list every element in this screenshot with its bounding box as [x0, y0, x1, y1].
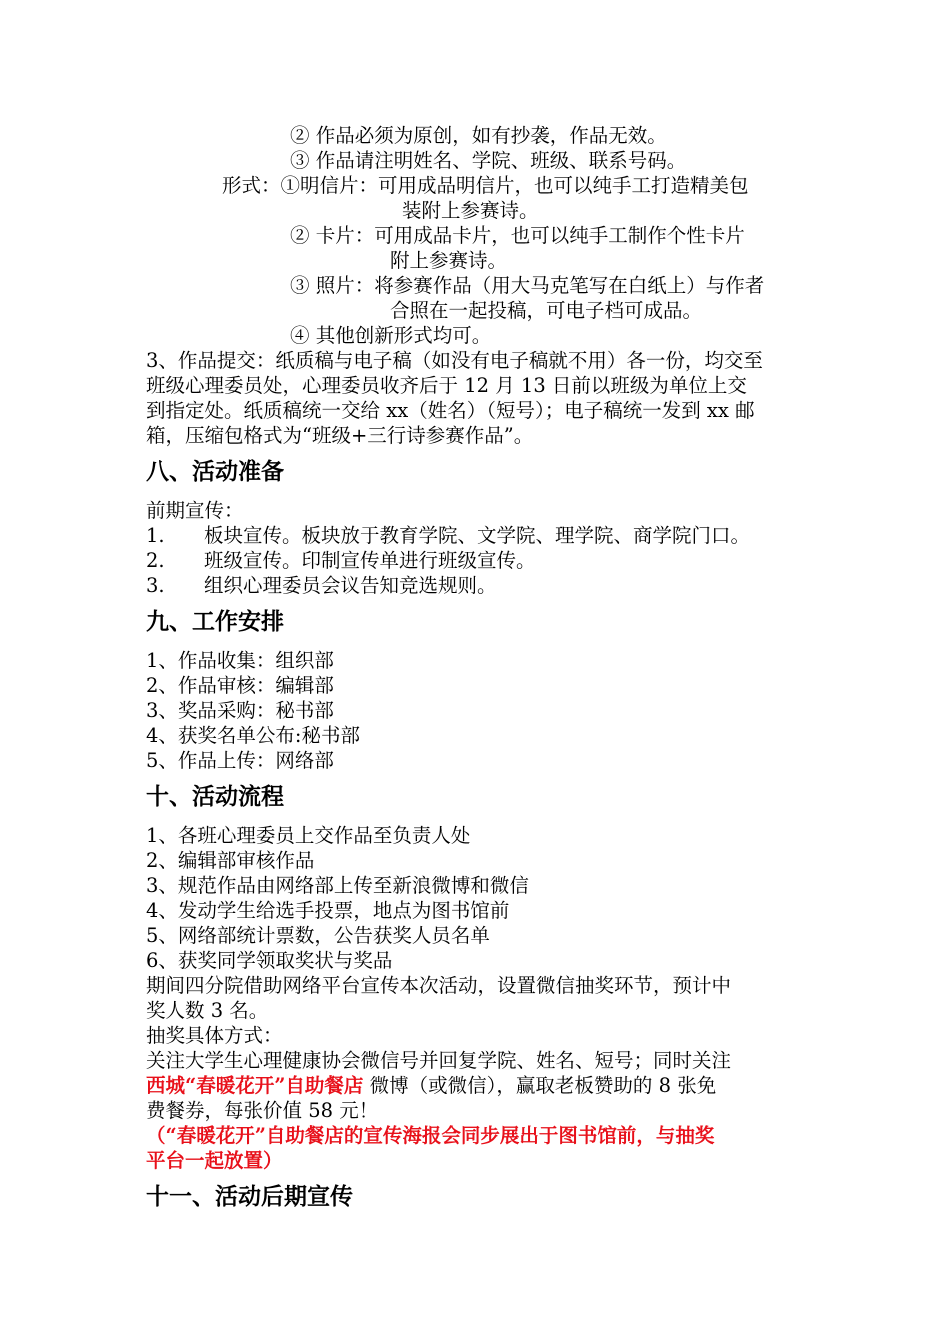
form-other: ④ 其他创新形式均可。 — [290, 324, 492, 347]
forms-label: 形式： — [222, 174, 281, 197]
form-card-cont: 附上参赛诗。 — [390, 249, 508, 272]
submit-line-3: 到指定处。纸质稿统一交给 xx（姓名）（短号）；电子稿统一发到 xx 邮 — [146, 399, 755, 422]
heading-post-promotion: 十一、活动后期宣传 — [146, 1184, 353, 1210]
submit-line-1: 3、作品提交：纸质稿与电子稿（如没有电子稿就不用）各一份，均交至 — [146, 349, 763, 372]
form-card: ② 卡片：可用成品卡片，也可以纯手工制作个性卡片 — [290, 224, 745, 247]
list-item: 5、网络部统计票数，公告获奖人员名单 — [146, 924, 490, 947]
lottery-method-label: 抽奖具体方式： — [146, 1024, 283, 1047]
lottery-para-2: 关注大学生心理健康协会微信号并回复学院、姓名、短号；同时关注 — [146, 1049, 732, 1072]
list-item: 5、作品上传：网络部 — [146, 749, 334, 772]
poster-note-cont: 平台一起放置） — [146, 1149, 283, 1172]
list-item: 6、获奖同学领取奖状与奖品 — [146, 949, 393, 972]
rule-label-info: ③ 作品请注明姓名、学院、班级、联系号码。 — [290, 149, 687, 172]
poster-note: （“春暖花开”自助餐店的宣传海报会同步展出于图书馆前，与抽奖 — [146, 1124, 715, 1147]
list-item: 3、规范作品由网络部上传至新浪微博和微信 — [146, 874, 529, 897]
heading-activity-flow: 十、活动流程 — [146, 784, 284, 810]
submit-line-4: 箱，压缩包格式为“班级+三行诗参赛作品”。 — [146, 424, 534, 447]
list-item: 2、编辑部审核作品 — [146, 849, 315, 872]
lottery-para-2-cont: 西城“春暖花开”自助餐店 微博（或微信），赢取老板赞助的 8 张免 — [146, 1074, 717, 1097]
rule-original: ② 作品必须为原创，如有抄袭，作品无效。 — [290, 124, 667, 147]
list-item: 3. 组织心理委员会议告知竞选规则。 — [146, 574, 497, 597]
form-postcard: 形式：①明信片：可用成品明信片，也可以纯手工打造精美包 — [222, 174, 749, 197]
list-item: 4、发动学生给选手投票，地点为图书馆前 — [146, 899, 510, 922]
prep-intro: 前期宣传： — [146, 499, 244, 522]
list-item: 1. 板块宣传。板块放于教育学院、文学院、理学院、商学院门口。 — [146, 524, 751, 547]
lottery-para-1: 期间四分院借助网络平台宣传本次活动，设置微信抽奖环节，预计中 — [146, 974, 732, 997]
form-photo-cont: 合照在一起投稿，可电子档可成品。 — [390, 299, 703, 322]
heading-preparation: 八、活动准备 — [146, 459, 284, 485]
list-item: 1、各班心理委员上交作品至负责人处 — [146, 824, 471, 847]
submit-line-2: 班级心理委员处，心理委员收齐后于 12 月 13 日前以班级为单位上交 — [146, 374, 747, 397]
sponsor-name: 西城“春暖花开”自助餐店 — [146, 1074, 364, 1097]
form-postcard-cont: 装附上参赛诗。 — [402, 199, 539, 222]
form-photo: ③ 照片：将参赛作品（用大马克笔写在白纸上）与作者 — [290, 274, 765, 297]
lottery-para-2-end: 费餐券，每张价值 58 元！ — [146, 1099, 379, 1122]
list-item: 2. 班级宣传。印制宣传单进行班级宣传。 — [146, 549, 536, 572]
list-item: 1、作品收集：组织部 — [146, 649, 334, 672]
list-item: 2、作品审核：编辑部 — [146, 674, 334, 697]
heading-work-arrangement: 九、工作安排 — [146, 609, 284, 635]
list-item: 4、获奖名单公布:秘书部 — [146, 724, 360, 747]
list-item: 3、奖品采购：秘书部 — [146, 699, 334, 722]
lottery-para-1-cont: 奖人数 3 名。 — [146, 999, 269, 1022]
